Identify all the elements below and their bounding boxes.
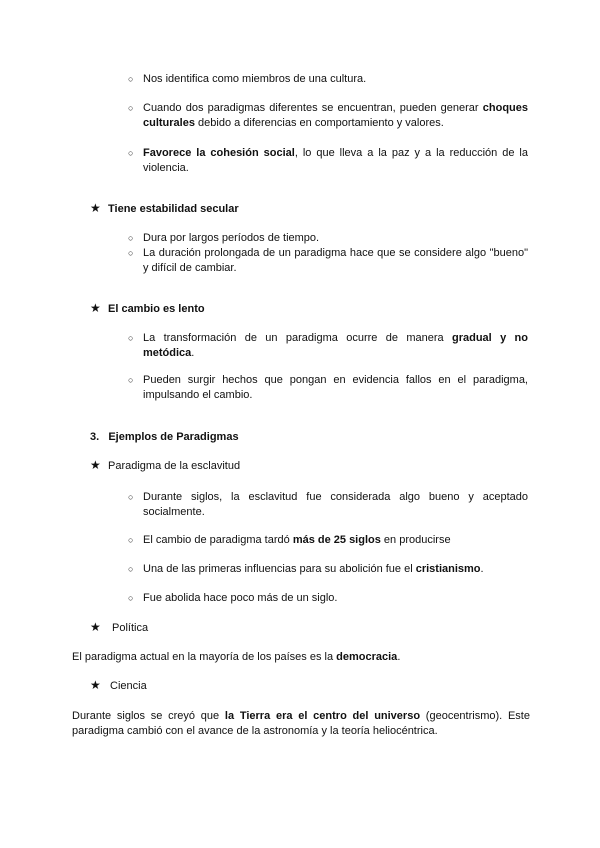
bullet-icon: ○ [128,375,134,385]
bullet-icon: ○ [128,593,134,603]
bullet-icon: ○ [128,333,134,343]
paragraph: Durante siglos se creyó que la Tierra era el centro del universo (geocentrismo). Este paradigma cambió con el avance de la astronomía y la teoría heliocéntrica. [72,710,530,737]
bullet-icon: ○ [128,535,134,545]
bullet-icon: ○ [128,148,134,158]
list-item-text: Cuando dos paradigmas diferentes se encuentran, pueden generar choques culturales debido a diferencias en comportamiento y valores. [143,102,528,129]
list-item-text: Fue abolida hace poco más de un siglo. [143,592,338,604]
bullet-icon: ○ [128,103,134,113]
numbered-heading: 3. Ejemplos de Paradigmas [90,431,239,443]
list-item-text: El cambio de paradigma tardó más de 25 siglos en producirse [143,534,451,546]
list-item-text: La transformación de un paradigma ocurre de manera gradual y no metódica. [143,332,528,359]
bullet-icon: ○ [128,564,134,574]
star-icon: ★ [90,678,101,692]
bullet-icon: ○ [128,248,134,258]
star-icon: ★ [90,620,101,634]
list-item-text: La duración prolongada de un paradigma hace que se considere algo "bueno" y difícil de cambiar. [143,247,528,274]
star-icon: ★ [90,301,101,315]
list-item-text: Dura por largos períodos de tiempo. [143,232,320,244]
star-icon: ★ [90,458,101,472]
bullet-icon: ○ [128,492,134,502]
list-item-text: Durante siglos, la esclavitud fue considerada algo bueno y aceptado socialmente. [143,491,528,518]
paragraph: El paradigma actual en la mayoría de los países es la democracia. [72,651,401,663]
star-icon: ★ [90,201,101,215]
list-item-text: Una de las primeras influencias para su abolición fue el cristianismo. [143,563,484,575]
list-item-text: Favorece la cohesión social, lo que lleva a la paz y a la reducción de la violencia. [143,147,528,174]
list-item-text: Nos identifica como miembros de una cultura. [143,73,367,85]
bullet-icon: ○ [128,74,134,84]
bullet-icon: ○ [128,233,134,243]
list-item-text: Pueden surgir hechos que pongan en evidencia fallos en el paradigma, impulsando el cambio. [143,374,528,401]
